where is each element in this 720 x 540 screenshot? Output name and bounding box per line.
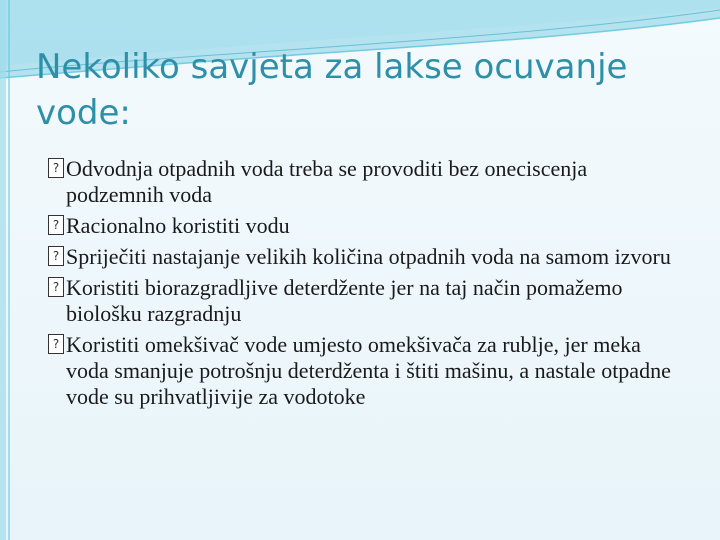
list-item <box>48 244 688 270</box>
list-item <box>48 275 688 327</box>
missing-glyph-bullet-icon: ? <box>48 334 64 354</box>
left-edge-decoration <box>0 0 20 540</box>
list-item-text: Racionalno koristiti vodu <box>66 213 290 238</box>
list-item <box>48 213 688 239</box>
tips-list <box>48 156 688 415</box>
missing-glyph-bullet-icon: ? <box>48 277 64 297</box>
missing-glyph-bullet-icon: ? <box>48 215 64 235</box>
missing-glyph-bullet-icon: ? <box>48 246 64 266</box>
list-item-text: Odvodnja otpadnih voda treba se provoditi bez oneciscenja podzemnih voda <box>66 156 588 207</box>
list-item <box>48 332 688 410</box>
list-item-text: Koristiti omekšivač vode umjesto omekšivača za rublje, jer meka voda smanjuje potrošnju deterdženta i štiti mašinu, a nastale otpadne vode su prihvatljivije za vodotoke <box>66 332 671 409</box>
list-item-text: Spriječiti nastajanje velikih količina otpadnih voda na samom izvoru <box>66 244 671 269</box>
missing-glyph-bullet-icon: ? <box>48 158 64 178</box>
slide-title: Nekoliko savjeta za lakse ocuvanje vode: <box>36 47 628 133</box>
list-item-text: Koristiti biorazgradljive deterdžente jer na taj način pomažemo biološku razgradnju <box>66 275 623 326</box>
list-item <box>48 156 688 208</box>
